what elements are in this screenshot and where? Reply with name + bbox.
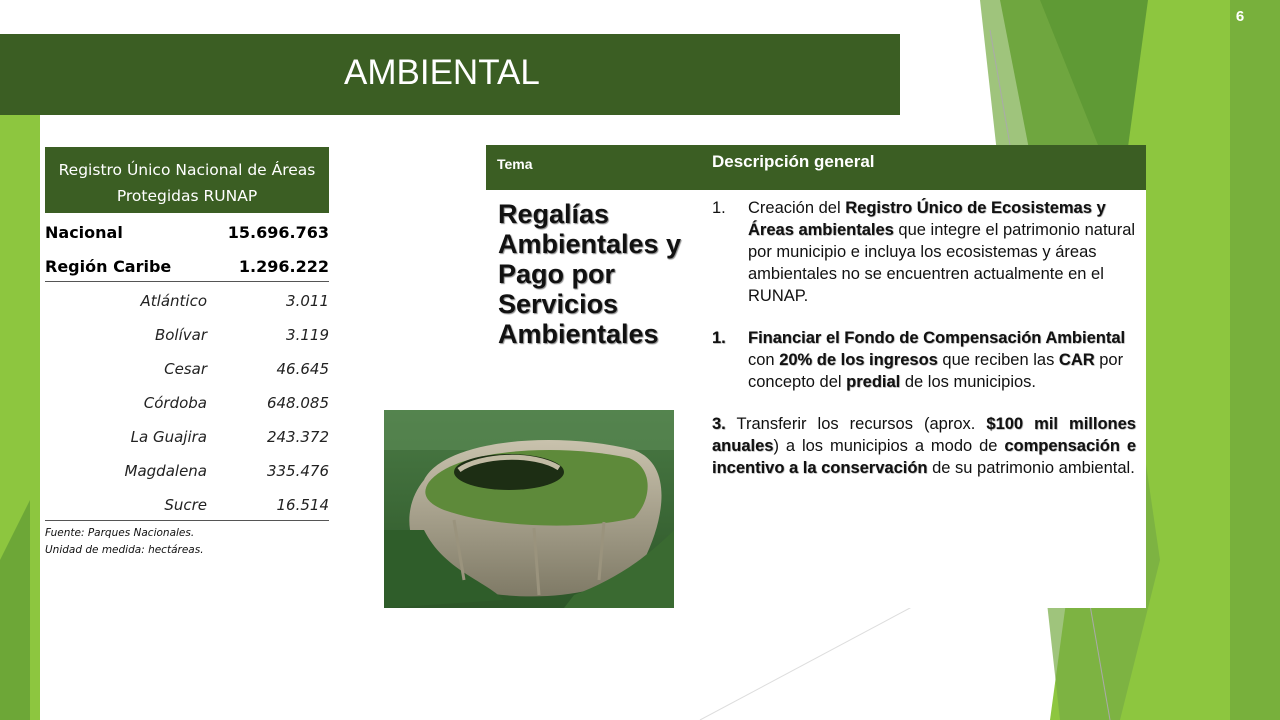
row-name: Magdalena	[124, 462, 207, 480]
runap-table	[45, 147, 329, 559]
unit-note: Unidad de medida: hectáreas.	[45, 544, 204, 556]
row-value: 1.296.222	[238, 257, 329, 276]
source-note: Fuente: Parques Nacionales.	[45, 527, 195, 539]
runap-header: Registro Único Nacional de Áreas Protegidas RUNAP	[45, 147, 329, 213]
row-name: Sucre	[164, 496, 207, 514]
item-text: que reciben las	[937, 351, 1059, 369]
item-bold-text: CAR	[1058, 351, 1095, 369]
item-bold-text: compensación e incentivo a la conservación	[712, 437, 1136, 477]
row-name: Cesar	[164, 360, 207, 378]
row-value: 15.696.763	[227, 223, 329, 242]
forest-sinkhole-photo	[384, 410, 674, 608]
row-name: Nacional	[45, 223, 123, 242]
item-bold-text: $100 mil millones anuales	[712, 415, 1136, 455]
item-bold-text: Financiar el Fondo de Compensación Ambiental	[748, 329, 1126, 347]
runap-total-row	[45, 247, 329, 282]
row-value: 335.476	[266, 462, 329, 480]
row-value: 3.119	[286, 326, 329, 344]
item-text: ) a los municipios a modo de	[773, 437, 1005, 455]
item-text: con	[748, 351, 780, 369]
runap-department-row	[45, 418, 329, 452]
row-name: Región Caribe	[45, 257, 172, 276]
item-text: de los municipios.	[900, 373, 1036, 391]
slide-number: 6	[1235, 8, 1245, 25]
item-text: Transferir los recursos (aprox.	[725, 415, 987, 433]
description-item	[712, 197, 1136, 307]
item-text: que integre el patrimonio natural por municipio e incluya los ecosistemas y áreas ambientales no se encuentren actualmente en el RUNAP.	[748, 221, 1136, 305]
row-value: 16.514	[276, 496, 329, 514]
topic-cell: Regalías Ambientales y Pago por Servicios Ambientales	[498, 199, 682, 349]
item-text: de su patrimonio ambiental.	[927, 459, 1135, 477]
runap-department-row	[45, 350, 329, 384]
item-bold-text: Registro Único de Ecosistemas y Áreas ambientales	[748, 199, 1106, 239]
description-item	[712, 413, 1136, 479]
row-name: Atlántico	[140, 292, 207, 310]
row-name: Córdoba	[143, 394, 207, 412]
policy-table-header	[486, 145, 1146, 190]
description-item	[712, 327, 1136, 393]
item-number: 1.	[712, 199, 726, 217]
runap-department-row	[45, 282, 329, 316]
runap-department-row	[45, 316, 329, 350]
row-name: Bolívar	[154, 326, 207, 344]
row-value: 648.085	[266, 394, 329, 412]
runap-department-row	[45, 384, 329, 418]
item-number: 3.	[712, 415, 726, 433]
item-number: 1.	[712, 329, 726, 347]
runap-department-row	[45, 452, 329, 486]
item-text: Creación del	[748, 199, 846, 217]
column-header-description: Descripción general	[712, 152, 875, 171]
column-header-topic: Tema	[497, 156, 533, 172]
row-value: 46.645	[276, 360, 329, 378]
item-bold-text: predial	[846, 373, 901, 391]
description-cell	[712, 197, 1136, 479]
row-name: La Guajira	[130, 428, 207, 446]
item-bold-text: 20% de los ingresos	[779, 351, 938, 369]
row-value: 3.011	[286, 292, 329, 310]
runap-notes	[45, 525, 329, 559]
item-text: por concepto del	[748, 351, 1124, 391]
runap-total-row	[45, 213, 329, 247]
runap-department-row	[45, 486, 329, 521]
slide-title: AMBIENTAL	[344, 53, 540, 92]
row-value: 243.372	[266, 428, 329, 446]
